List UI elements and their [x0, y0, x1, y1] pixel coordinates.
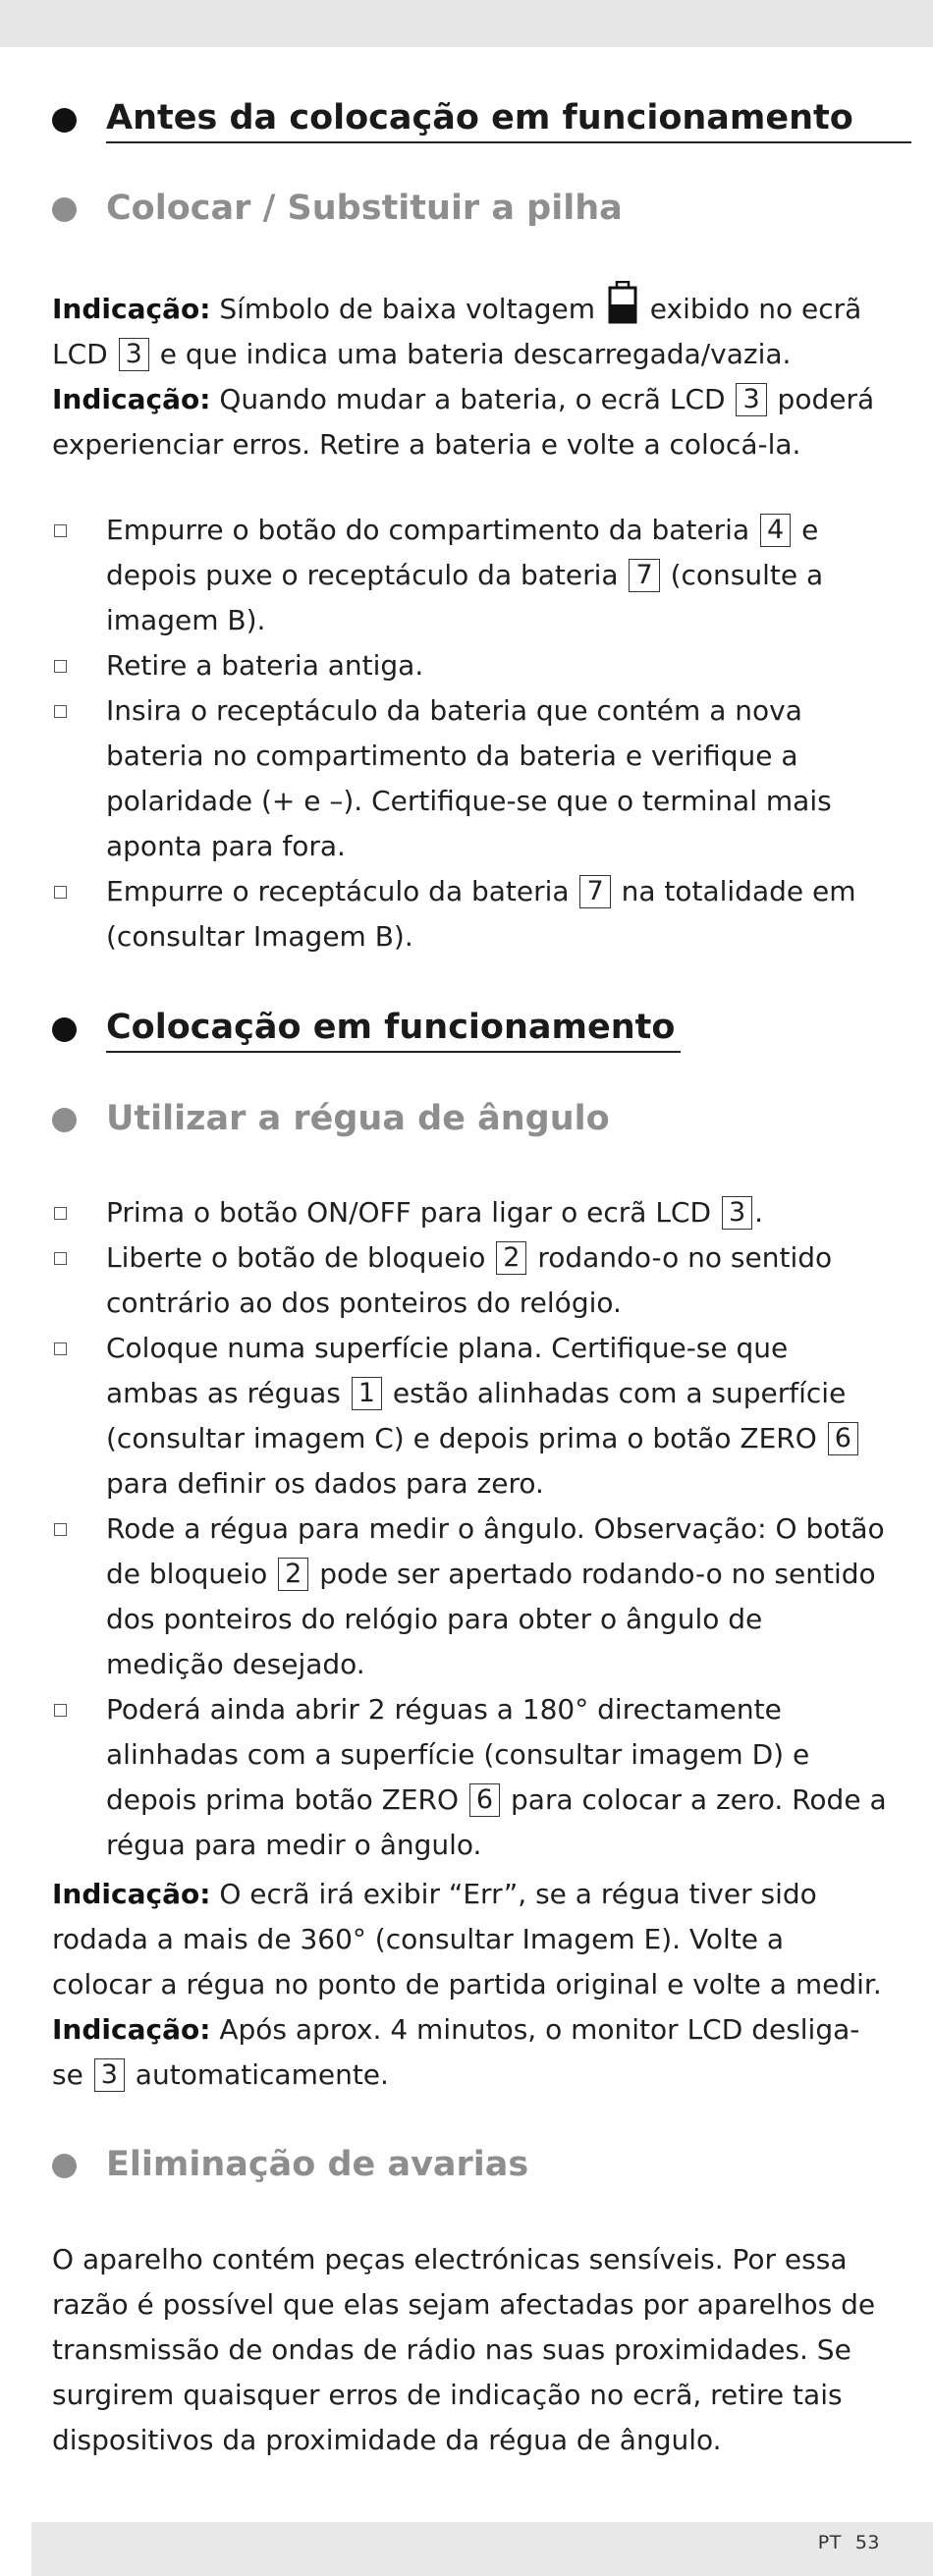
step-text: . [754, 1196, 764, 1229]
step-text: Empurre o receptáculo da bateria [106, 875, 578, 907]
note-label: Indicação: [52, 293, 211, 325]
ref-rulers: 1 [352, 1377, 382, 1410]
list-item [52, 688, 887, 869]
step-text: Coloque numa superfície plana. Certifique-se que ambas as réguas [106, 1332, 789, 1409]
list-item [52, 1235, 887, 1326]
bullet-dot-icon [52, 1108, 77, 1132]
note-text: poderá experienciar erros. Retire a bateria e volte a colocá-la. [52, 383, 875, 461]
section-heading-text: Antes da colocação em funcionamento [106, 98, 853, 137]
step-text: Liberte o botão de bloqueio [106, 1241, 495, 1274]
note-err-display [52, 1872, 887, 2007]
step-text: na totalidade em (consultar Imagem B). [106, 875, 856, 953]
note-label: Indicação: [52, 2013, 211, 2046]
battery-steps-list [52, 508, 887, 959]
subheading-text: Eliminação de avarias [106, 2145, 529, 2184]
note-text: O ecrã irá exibir “Err”, se a régua tiver sido rodada a mais de 360° (consultar Imagem E). Volte a colocar a régua no ponto de partida original e volte a medir. [52, 1878, 882, 2001]
operation-notes [52, 1872, 887, 2098]
step-text: Rode a régua para medir o ângulo. Observação: O botão de bloqueio [106, 1512, 885, 1590]
ref-battery-holder: 7 [629, 559, 659, 592]
note-text: exibido no ecrã LCD [52, 293, 862, 370]
low-battery-icon [608, 281, 637, 324]
note-text: e que indica uma bateria descarregada/vazia. [150, 338, 792, 370]
ref-lcd-display: 3 [94, 2058, 125, 2092]
step-text: para definir os dados para zero. [106, 1467, 544, 1500]
ref-zero-button: 6 [469, 1783, 500, 1817]
checkbox-square-icon [54, 524, 67, 537]
ref-battery-button: 4 [760, 514, 791, 547]
step-text: Insira o receptáculo da bateria que contém a nova bateria no compartimento da bateria e verifique a polaridade (+ e –). Certifique-se que o terminal mais aponta para fora. [106, 694, 832, 862]
subheading-text: Colocar / Substituir a pilha [106, 189, 623, 228]
step-text: e depois puxe o receptáculo da bateria [106, 514, 819, 591]
step-text: estão alinhadas com a superfície (consultar imagem C) e depois prima o botão ZERO [106, 1377, 847, 1454]
step-text: Empurre o botão do compartimento da bateria [106, 514, 759, 546]
note-low-voltage [52, 281, 887, 377]
checkbox-square-icon [54, 660, 67, 673]
page-number: 53 [854, 2532, 880, 2553]
step-text: Prima o botão ON/OFF para ligar o ecrã LCD [106, 1196, 720, 1229]
checkbox-square-icon [54, 1207, 67, 1220]
checkbox-square-icon [54, 1704, 67, 1717]
subheading-text: Utilizar a régua de ângulo [106, 1099, 610, 1138]
ref-lcd-display: 3 [722, 1196, 752, 1230]
bullet-dot-icon [52, 197, 77, 222]
checkbox-square-icon [54, 1343, 67, 1355]
note-text: Após aprox. 4 minutos, o monitor LCD desliga-se [52, 2013, 860, 2091]
bottom-margin-block [0, 2522, 31, 2576]
checkbox-square-icon [54, 886, 67, 899]
bullet-dot-icon [52, 1017, 77, 1042]
troubleshooting-text: O aparelho contém peças electrónicas sensíveis. Por essa razão é possível que elas sejam afectadas por aparelhos de transmissão de ondas de rádio nas suas proximidades. Se surgirem quaisquer erros de indicação no ecrã, retire tais dispositivos da proximidade da régua de ângulo. [52, 2243, 876, 2456]
ref-zero-button: 6 [828, 1422, 858, 1455]
ref-lock-button: 2 [496, 1241, 526, 1275]
step-text: (consulte a imagem B). [106, 559, 824, 636]
note-text: Quando mudar a bateria, o ecrã LCD [210, 383, 735, 415]
note-text: Símbolo de baixa voltagem [210, 293, 604, 325]
note-auto-off [52, 2007, 887, 2098]
ref-lcd-display: 3 [736, 383, 766, 416]
list-item [52, 643, 887, 688]
step-text: para colocar a zero. Rode a régua para medir o ângulo. [106, 1783, 887, 1861]
list-item [52, 1326, 887, 1507]
list-item [52, 869, 887, 959]
checkbox-square-icon [54, 1523, 67, 1536]
operation-steps-list [52, 1190, 887, 1868]
list-item [52, 1190, 887, 1235]
step-text: Retire a bateria antiga. [106, 649, 424, 682]
footer-language: PT [817, 2532, 842, 2553]
bullet-dot-icon [52, 2154, 77, 2178]
note-label: Indicação: [52, 383, 211, 415]
bottom-bar [0, 2522, 933, 2576]
checkbox-square-icon [54, 705, 67, 718]
step-text: Poderá ainda abrir 2 réguas a 180° directamente alinhadas com a superfície (consultar imagem D) e depois prima botão ZERO [106, 1693, 810, 1816]
ref-lock-button: 2 [278, 1558, 308, 1591]
heading-underline [106, 141, 911, 143]
note-battery-change [52, 377, 887, 467]
step-text: pode ser apertado rodando-o no sentido dos ponteiros do relógio para obter o ângulo de medição desejado. [106, 1558, 876, 1680]
battery-notes [52, 281, 887, 467]
list-item [52, 1507, 887, 1687]
ref-lcd-display: 3 [119, 338, 149, 371]
step-text: rodando-o no sentido contrário ao dos ponteiros do relógio. [106, 1241, 833, 1319]
ref-battery-holder: 7 [579, 875, 610, 908]
note-text: automaticamente. [126, 2058, 389, 2091]
section-heading-text: Colocação em funcionamento [106, 1008, 676, 1047]
checkbox-square-icon [54, 1252, 67, 1265]
heading-underline [106, 1051, 681, 1053]
list-item [52, 1687, 887, 1868]
page-footer [804, 2532, 880, 2553]
bullet-dot-icon [52, 108, 77, 133]
top-bar [0, 0, 933, 47]
list-item [52, 508, 887, 643]
note-label: Indicação: [52, 1878, 211, 1910]
